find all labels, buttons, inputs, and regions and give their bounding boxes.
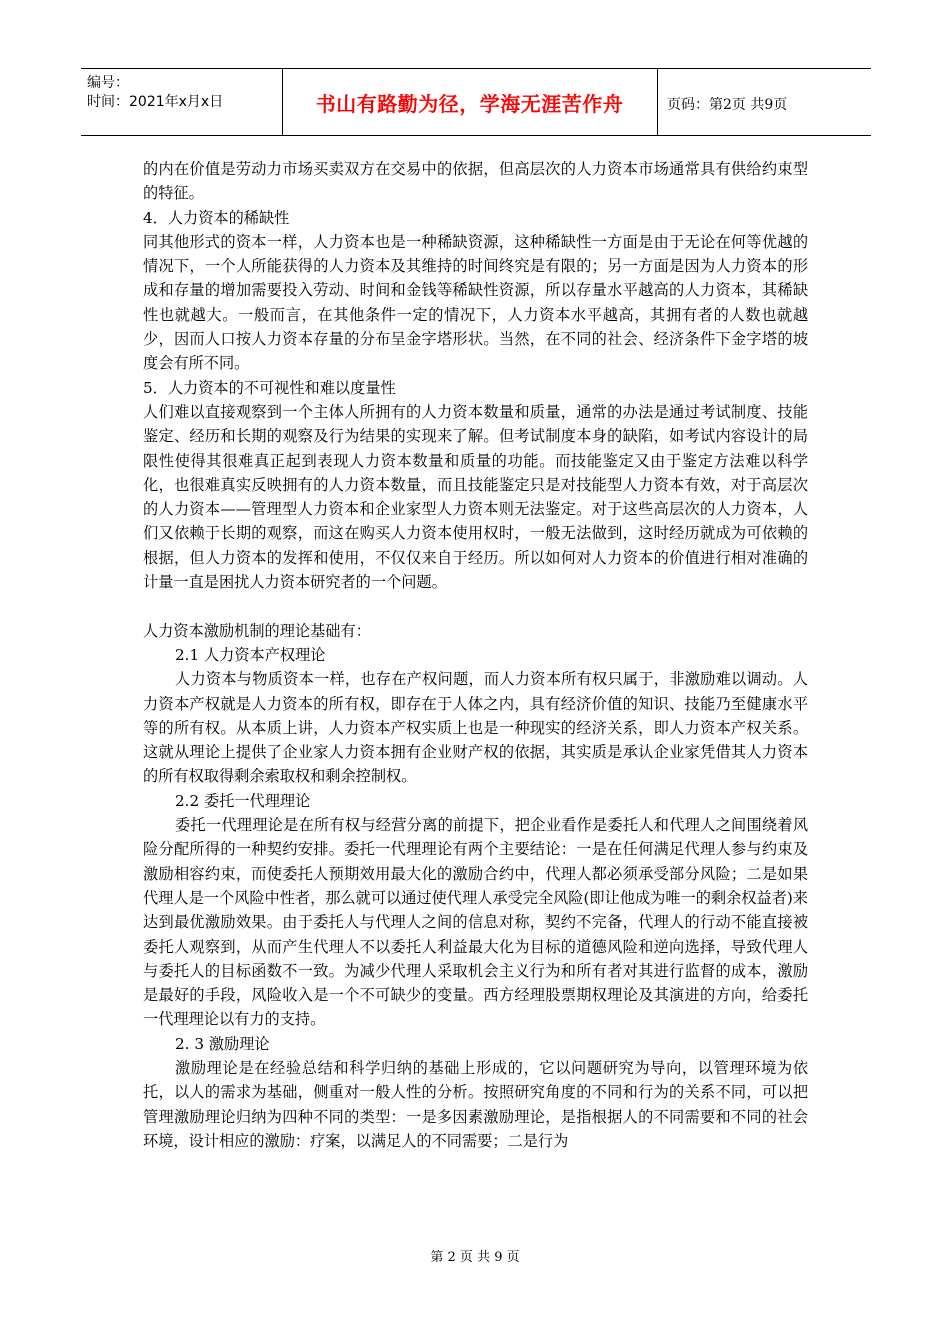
document-number-label: 编号： bbox=[87, 75, 129, 91]
section-heading-incentive: 2. 3 激励理论 bbox=[175, 1034, 270, 1053]
section-heading-scarcity: 4．人力资本的稀缺性 bbox=[143, 208, 290, 227]
page-footer: 第 2 页 共 9 页 bbox=[430, 1250, 520, 1265]
section-heading-invisibility: 5．人力资本的不可视性和难以度量性 bbox=[143, 378, 396, 397]
paragraph-property-rights: 人力资本与物质资本一样，也存在产权问题，而人力资本所有权只属于，非激励难以调动。人力资本产权就是人力资本的所有权，即存在于人体之内，具有经济价值的知识、技能乃至健康水平等的所有权。从本质上讲，人力资本产权实质上也是一种现实的经济关系，即人力资本产权关系。这就从理论上提供了企业家人力资本拥有企业财产权的依据，其实质是承认企业家凭借其人力资本的所有权取得剩余索取权和剩余控制权。 bbox=[143, 670, 808, 786]
header-motto: 书山有路勤为径，学海无涯苦作舟 bbox=[315, 92, 624, 116]
blank-line bbox=[143, 594, 808, 618]
header-top-rule bbox=[81, 68, 871, 69]
paragraph-theory-intro: 人力资本激励机制的理论基础有： bbox=[143, 621, 371, 640]
paragraph-incentive: 激励理论是在经验总结和科学归纳的基础上形成的，它以问题研究为导向，以管理环境为依托，以人的需求为基础，侧重对一般人性的分析。按照研究角度的不同和行为的关系不同，可以把管理激励理论归纳为四种不同的类型：一是多因素激励理论，是指根据人的不同需要和不同的社会环境，设计相应的激励：疗案，以满足人的不同需要；二是行为 bbox=[143, 1058, 808, 1150]
header-left-cell bbox=[87, 74, 223, 112]
paragraph-invisibility: 人们难以直接观察到一个主体人所拥有的人力资本数量和质量，通常的办法是通过考试制度、技能鉴定、经历和长期的观察及行为结果的实现来了解。但考试制度本身的缺陷，如考试内容设计的局限性使得其很难真正起到表现人力资本数量和质量的功能。而技能鉴定又由于鉴定方法难以科学化，也很难真实反映拥有的人力资本数量，而且技能鉴定只是对技能型人力资本有效，对于高层次的人力资本——管理型人力资本和企业家型人力资本则无法鉴定。对于这些高层次的人力资本，人们又依赖于长期的观察，而这在购买人力资本使用权时，一般无法做到，这时经历就成为可依赖的根据，但人力资本的发挥和使用，不仅仅来自于经历。所以如何对人力资本的价值进行相对准确的计量一直是困扰人力资本研究者的一个问题。 bbox=[143, 402, 808, 592]
header-divider-right bbox=[657, 68, 658, 136]
paragraph-scarcity: 同其他形式的资本一样，人力资本也是一种稀缺资源，这种稀缺性一方面是由于无论在何等优越的情况下，一个人所能获得的人力资本及其维持的时间终究是有限的；另一方面是因为人力资本的形成和存量的增加需要投入劳动、时间和金钱等稀缺性资源，所以存量水平越高的人力资本，其稀缺性也就越大。一般而言，在其他条件一定的情况下，人力资本水平越高，其拥有者的人数也就越少，因而人口按人力资本存量的分布呈金字塔形状。当然，在不同的社会、经济条件下金字塔的坡度会有所不同。 bbox=[143, 232, 808, 373]
document-body bbox=[143, 157, 808, 1153]
section-heading-agency: 2.2 委托一代理理论 bbox=[175, 791, 311, 810]
page-header bbox=[81, 68, 871, 136]
section-heading-property-rights: 2.1 人力资本产权理论 bbox=[175, 645, 326, 664]
header-page-info: 页码：第2页 共9页 bbox=[667, 97, 788, 113]
header-bottom-rule bbox=[81, 135, 871, 136]
document-date-label: 时间：2021年x月x日 bbox=[87, 94, 224, 110]
paragraph-agency: 委托一代理理论是在所有权与经营分离的前提下，把企业看作是委托人和代理人之间围绕着风险分配所得的一种契约安排。委托一代理理论有两个主要结论：一是在任何满足代理人参与约束及激励相容约束，而使委托人预期效用最大化的激励合约中，代理人都必须承受部分风险；二是如果代理人是一个风险中性者，那么就可以通过使代理人承受完全风险(即让他成为唯一的剩余权益者)来达到最优激励效果。由于委托人与代理人之间的信息对称，契约不完备，代理人的行动不能直接被委托人观察到，从而产生代理人不以委托人利益最大化为目标的道德风险和逆向选择，导致代理人与委托人的目标函数不一致。为减少代理人采取机会主义行为和所有者对其进行监督的成本，激励是最好的手段，风险收入是一个不可缺少的变量。西方经理股票期权理论及其演进的方向，给委托一代理理论以有力的支持。 bbox=[143, 816, 808, 1029]
paragraph-continued: 的内在价值是劳动力市场买卖双方在交易中的依据，但高层次的人力资本市场通常具有供给约束型的特征。 bbox=[143, 160, 808, 203]
